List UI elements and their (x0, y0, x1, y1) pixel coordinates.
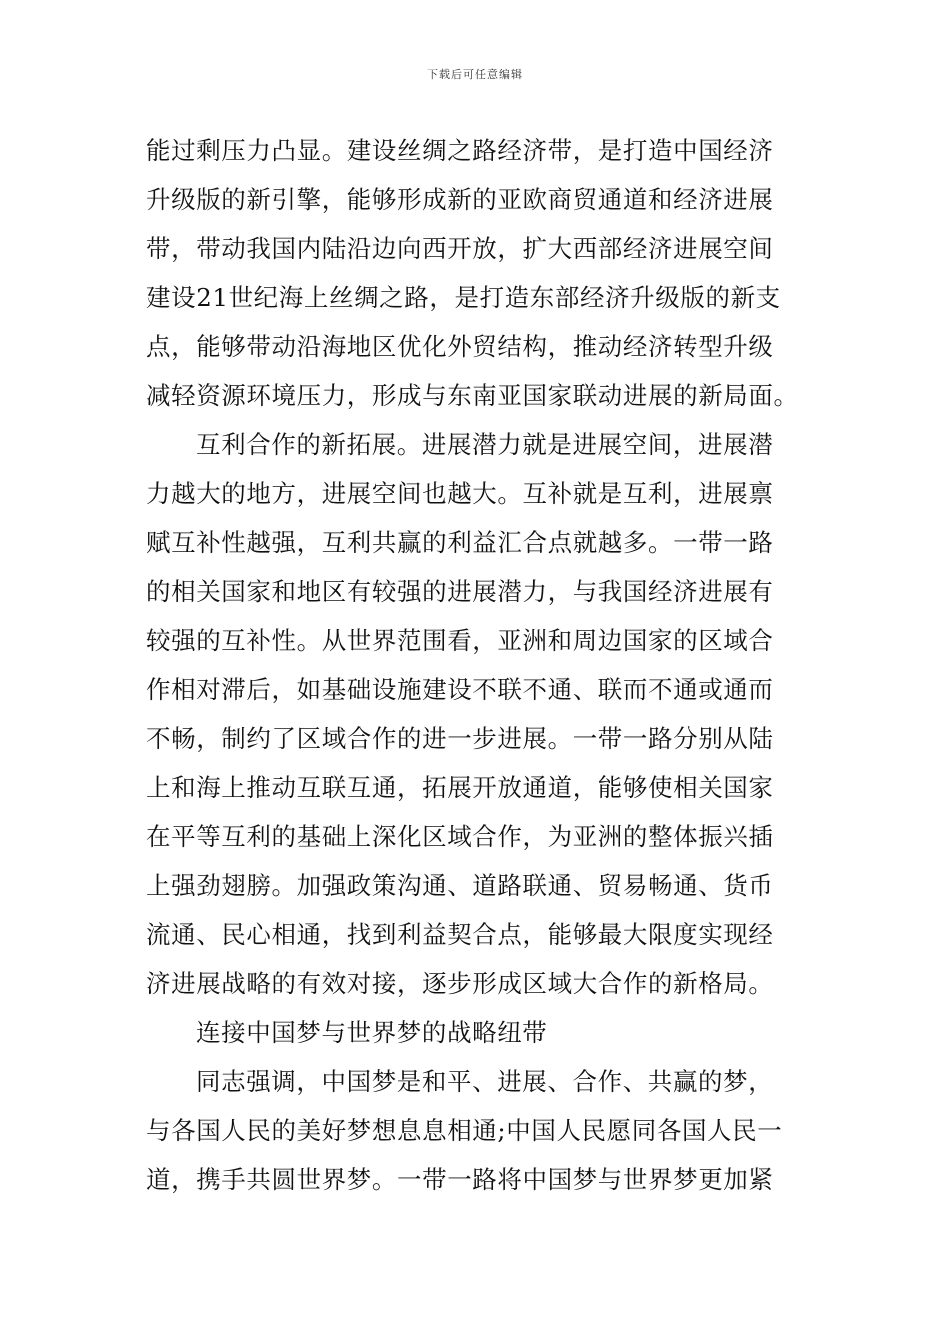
text-line: 升级版的新引擎，能够形成新的亚欧商贸通道和经济进展 (146, 185, 774, 214)
page-header: 下载后可任意编辑 (427, 68, 523, 81)
text-line: 带，带动我国内陆沿边向西开放，扩大西部经济进展空间 (146, 234, 774, 263)
text-line: 的相关国家和地区有较强的进展潜力，与我国经济进展有 (146, 577, 774, 606)
text-line: 上和海上推动互联互通，拓展开放通道，能够使相关国家 (146, 773, 774, 802)
text-line: 与各国人民的美好梦想息息相通;中国人民愿同各国人民一 (146, 1116, 783, 1145)
text-line: 道，携手共圆世界梦。一带一路将中国梦与世界梦更加紧 (146, 1165, 774, 1194)
text-line: 建设21世纪海上丝绸之路，是打造东部经济升级版的新支 (146, 283, 781, 312)
text-line: 作相对滞后，如基础设施建设不联不通、联而不通或通而 (146, 675, 774, 704)
text-line: 在平等互利的基础上深化区域合作，为亚洲的整体振兴插 (146, 822, 774, 851)
text-line: 济进展战略的有效对接，逐步形成区域大合作的新格局。 (146, 969, 774, 998)
text-line: 较强的互补性。从世界范围看，亚洲和周边国家的区域合 (146, 626, 774, 655)
text-line: 能过剩压力凸显。建设丝绸之路经济带，是打造中国经济 (146, 136, 774, 165)
text-line: 上强劲翅膀。加强政策沟通、道路联通、贸易畅通、货币 (146, 871, 774, 900)
section-heading: 连接中国梦与世界梦的战略纽带 (196, 1018, 548, 1047)
text-line: 点，能够带动沿海地区优化外贸结构，推动经济转型升级 (146, 332, 774, 361)
text-line: 流通、民心相通，找到利益契合点，能够最大限度实现经 (146, 920, 774, 949)
paragraph-start-line: 互利合作的新拓展。进展潜力就是进展空间，进展潜 (196, 430, 774, 459)
text-line: 力越大的地方，进展空间也越大。互补就是互利，进展禀 (146, 479, 774, 508)
paragraph-start-line: 同志强调，中国梦是和平、进展、合作、共赢的梦， (196, 1067, 774, 1096)
text-line: 赋互补性越强，互利共赢的利益汇合点就越多。一带一路 (146, 528, 774, 557)
text-line: 减轻资源环境压力，形成与东南亚国家联动进展的新局面。 (146, 381, 799, 410)
document-body (146, 126, 810, 1204)
text-line: 不畅，制约了区域合作的进一步进展。一带一路分别从陆 (146, 724, 774, 753)
